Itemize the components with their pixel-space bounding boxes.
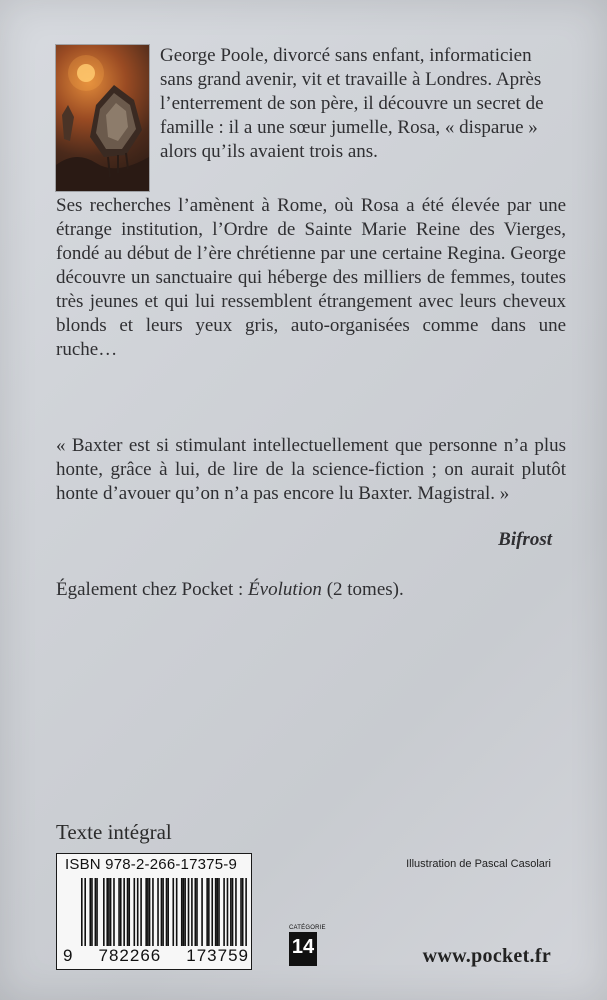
barcode-bar [196, 878, 198, 946]
barcode-bar [145, 878, 147, 946]
barcode-bar [191, 878, 193, 946]
review-quote: « Baxter est si stimulant intellectuellement que personne n’a plus honte, grâce à lui, de lire de la science-fiction ; on aurait plutôt honte d’avouer qu’on n’a pas encore lu Baxter. Magistral. » [56, 435, 566, 504]
barcode-bar [128, 878, 130, 946]
barcode-bar [240, 878, 242, 946]
barcode-bar [176, 878, 178, 946]
barcode-icon [81, 878, 247, 946]
barcode-bar [134, 878, 136, 946]
barcode-bar [123, 878, 125, 946]
barcode-bar [206, 878, 208, 946]
barcode-bar [147, 878, 149, 946]
also-available-suffix: (2 tomes). [321, 579, 404, 600]
barcode-bar [149, 878, 151, 946]
barcode-bar [89, 878, 91, 946]
barcode-digit-group: 782266 [98, 946, 162, 965]
review-source: Bifrost [498, 529, 552, 550]
barcode-bar [181, 878, 183, 946]
barcode-digit-group: 9 [63, 946, 74, 965]
barcode-bar [91, 878, 93, 946]
also-available-title: Évolution [248, 579, 322, 600]
barcode-bar [188, 878, 190, 946]
barcode-bar [194, 878, 196, 946]
barcode-bar [208, 878, 210, 946]
barcode-bar [211, 878, 213, 946]
barcode-bar [118, 878, 120, 946]
barcode-bar [152, 878, 154, 946]
texte-integral-label: Texte intégral [56, 820, 172, 844]
cover-illustration-thumbnail [56, 45, 149, 191]
barcode-bar [172, 878, 174, 946]
barcode-bar [215, 878, 217, 946]
barcode-bar [184, 878, 186, 946]
barcode-bar [162, 878, 164, 946]
illustration-credit: Illustration de Pascal Casolari [406, 858, 551, 870]
barcode-bar [96, 878, 98, 946]
barcode-bar [137, 878, 139, 946]
barcode-bar [201, 878, 203, 946]
barcode-bar [106, 878, 108, 946]
barcode-bar [127, 878, 129, 946]
isbn-number: ISBN 978-2-266-17375-9 [65, 856, 238, 873]
barcode-bar [81, 878, 83, 946]
barcode-digit-group: 173759 [186, 946, 249, 965]
barcode-bar [84, 878, 86, 946]
isbn-barcode-block [56, 853, 252, 970]
barcode-bar [167, 878, 169, 946]
barcode-bar [232, 878, 234, 946]
also-available-prefix: Également chez Pocket : [56, 579, 249, 600]
barcode-bar [223, 878, 225, 946]
synopsis-intro: George Poole, divorcé sans enfant, informaticien sans grand avenir, vit et travaille à Londres. Après l’enterrement de son père, il découvre un secret de famille : il a une sœur jumelle, Rosa, « disparue » alors qu’ils avaient trois ans. [160, 45, 544, 162]
fantasy-landscape-icon [56, 45, 149, 191]
barcode-bar [217, 878, 219, 946]
category-badge [289, 925, 326, 966]
barcode-digits [63, 946, 249, 966]
barcode-bar [230, 878, 232, 946]
barcode-bar [108, 878, 110, 946]
category-number: 14 [289, 932, 317, 966]
barcode-bar [103, 878, 105, 946]
barcode-bar [113, 878, 115, 946]
barcode-bar [157, 878, 159, 946]
barcode-bar [235, 878, 237, 946]
barcode-bar [110, 878, 112, 946]
also-available-line [56, 578, 566, 602]
barcode-bar [161, 878, 163, 946]
publisher-website[interactable]: www.pocket.fr [422, 945, 551, 967]
barcode-bar [242, 878, 244, 946]
barcode-bar [227, 878, 229, 946]
barcode-bar [120, 878, 122, 946]
category-label: CATÉGORIE [289, 925, 326, 931]
barcode-bar [166, 878, 168, 946]
synopsis-body: Ses recherches l’amènent à Rome, où Rosa a été élevée par une étrange institution, l’Ordre de Sainte Marie Reine des Vierges, fondé au début de l’ère chrétienne par une certaine Regina. George découvre un sanctuaire qui héberge des milliers de femmes, toutes très jeunes et qui lui ressemblent étrangement avec leurs cheveux blonds et leurs yeux gris, auto-organisées comme dans une ruche… [56, 195, 566, 360]
barcode-bar [245, 878, 247, 946]
barcode-bar [218, 878, 220, 946]
barcode-bar [183, 878, 185, 946]
barcode-bar [95, 878, 97, 946]
barcode-bar [140, 878, 142, 946]
